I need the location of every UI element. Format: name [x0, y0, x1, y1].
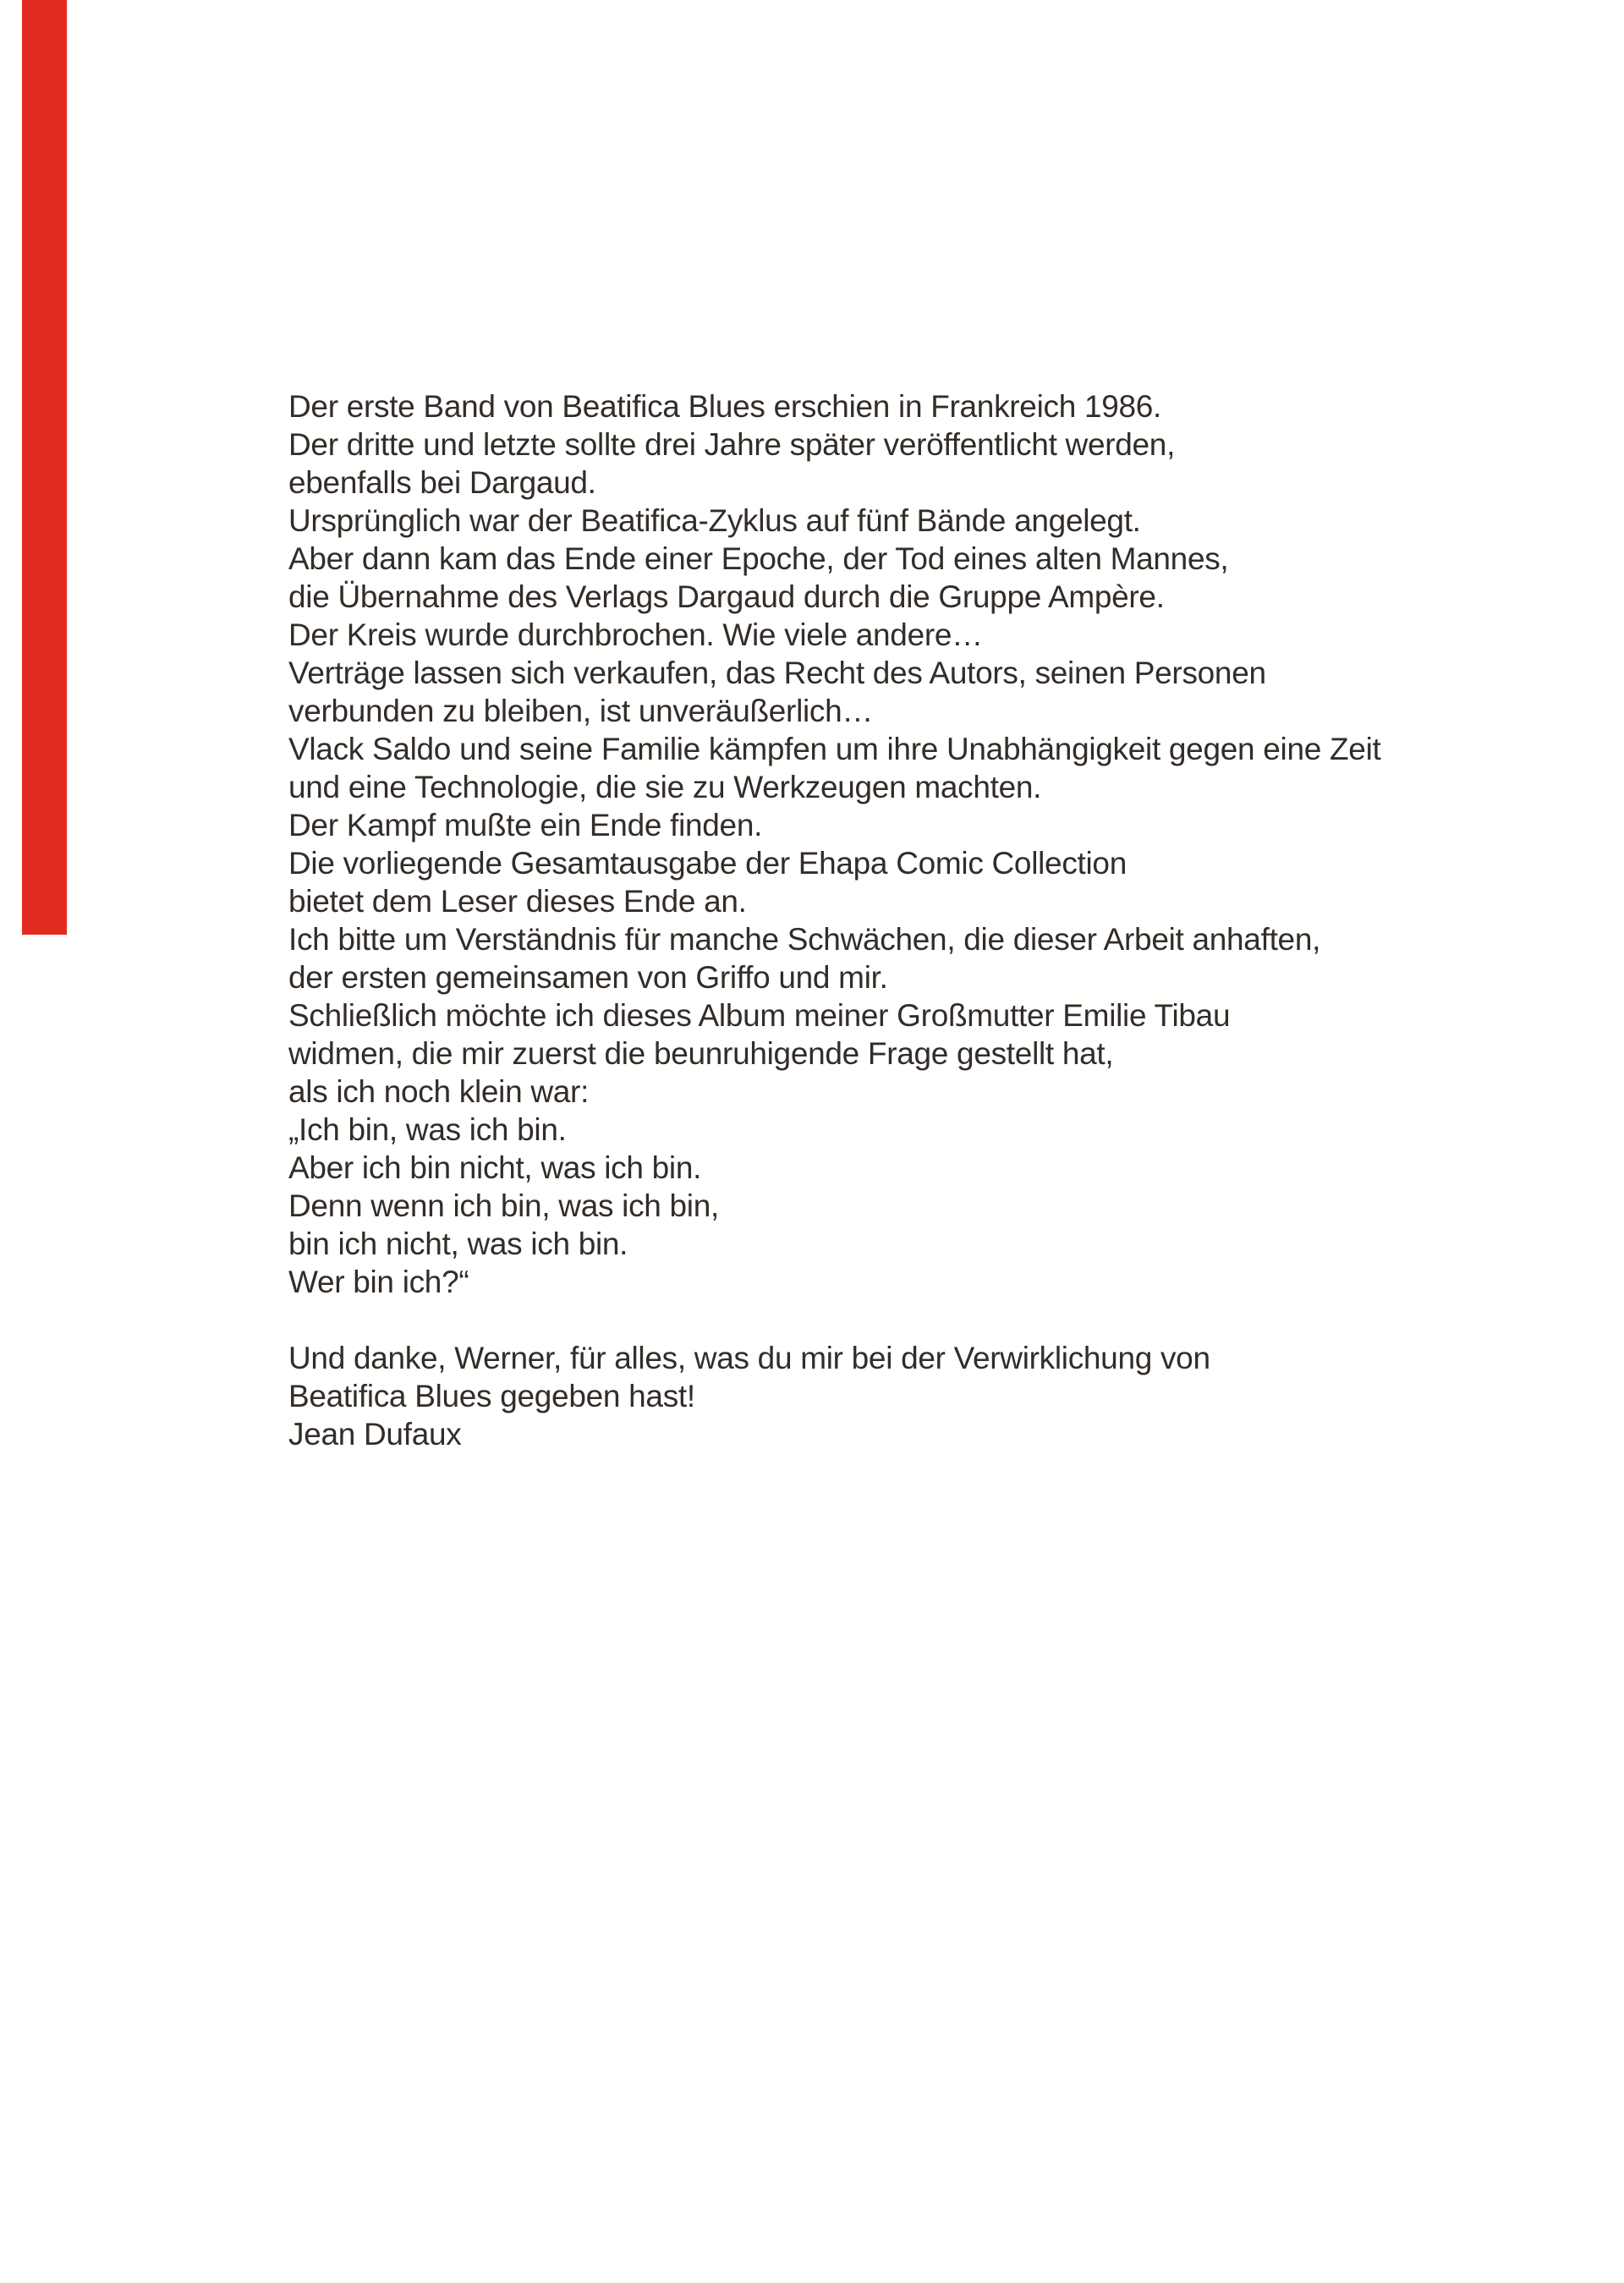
text-line: Ich bitte um Verständnis für manche Schwächen, die dieser Arbeit anhaften, — [288, 922, 1321, 957]
text-line: als ich noch klein war: — [288, 1074, 590, 1109]
text-line: Verträge lassen sich verkaufen, das Recht des Autors, seinen Personen — [288, 656, 1266, 690]
text-line: und eine Technologie, die sie zu Werkzeugen machten. — [288, 770, 1042, 804]
text-line: bin ich nicht, was ich bin. — [288, 1227, 628, 1261]
text-line: Schließlich möchte ich dieses Album meiner Großmutter Emilie Tibau — [288, 998, 1231, 1033]
text-line: Und danke, Werner, für alles, was du mir bei der Verwirklichung von — [288, 1341, 1210, 1375]
text-line: Denn wenn ich bin, was ich bin, — [288, 1188, 719, 1223]
text-line: Der erste Band von Beatifica Blues erschien in Frankreich 1986. — [288, 389, 1162, 424]
closing-paragraph — [288, 1339, 1540, 1453]
text-line: die Übernahme des Verlags Dargaud durch die Gruppe Ampère. — [288, 579, 1165, 614]
text-line: Beatifica Blues gegeben hast! — [288, 1379, 695, 1413]
text-line: Jean Dufaux — [288, 1417, 462, 1452]
text-line: der ersten gemeinsamen von Griffo und mir. — [288, 960, 888, 995]
text-line: Der Kampf mußte ein Ende finden. — [288, 808, 763, 842]
text-line: Der dritte und letzte sollte drei Jahre später veröffentlicht werden, — [288, 427, 1176, 462]
text-line: Ursprünglich war der Beatifica-Zyklus auf fünf Bände angelegt. — [288, 503, 1141, 538]
text-line: Aber dann kam das Ende einer Epoche, der Tod eines alten Mannes, — [288, 541, 1229, 576]
text-line: bietet dem Leser dieses Ende an. — [288, 884, 747, 919]
afterword-paragraph — [288, 387, 1540, 1301]
text-line: „Ich bin, was ich bin. — [288, 1112, 567, 1147]
text-line: Der Kreis wurde durchbrochen. Wie viele andere… — [288, 617, 983, 652]
text-line: verbunden zu bleiben, ist unveräußerlich… — [288, 694, 874, 728]
text-line: widmen, die mir zuerst die beunruhigende Frage gestellt hat, — [288, 1036, 1114, 1071]
afterword-text — [288, 387, 1540, 1453]
text-line: ebenfalls bei Dargaud. — [288, 465, 596, 500]
red-spine-strip — [22, 0, 67, 935]
text-line: Aber ich bin nicht, was ich bin. — [288, 1150, 702, 1185]
text-line: Vlack Saldo und seine Familie kämpfen um ihre Unabhängigkeit gegen eine Zeit — [288, 732, 1381, 766]
text-line: Wer bin ich?“ — [288, 1265, 469, 1299]
text-line: Die vorliegende Gesamtausgabe der Ehapa Comic Collection — [288, 846, 1127, 881]
